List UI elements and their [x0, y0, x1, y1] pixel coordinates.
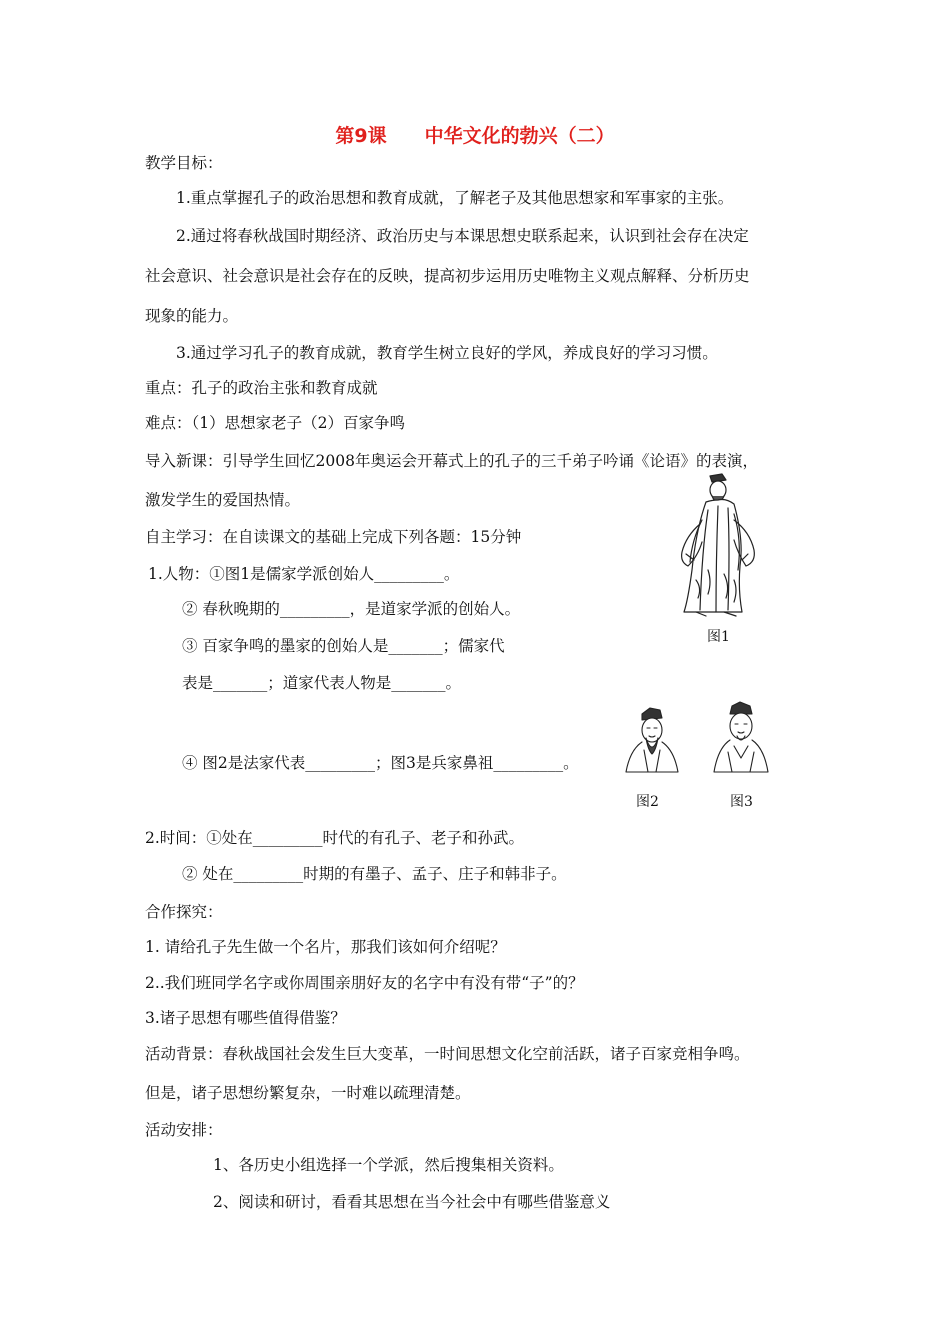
goal-2-line-1: 2.通过将春秋战国时期经济、政治历史与本课思想史联系起来，认识到社会存在决定	[176, 227, 749, 245]
question-1-2: ② 春秋晚期的_________，是道家学派的创始人。	[182, 600, 521, 618]
coop-question-2: 2..我们班同学名字或你周围亲朋好友的名字中有没有带“子”的？	[145, 974, 584, 992]
goal-2-line-3: 现象的能力。	[145, 307, 239, 325]
goal-3: 3.通过学习孔子的教育成就，教育学生树立良好的学风，养成良好的学习习惯。	[176, 344, 718, 362]
goal-1: 1.重点掌握孔子的政治思想和教育成就，了解老子及其他思想家和军事家的主张。	[176, 189, 734, 207]
intro-line-2: 激发学生的爱国热情。	[145, 491, 301, 509]
coop-heading: 合作探究：	[145, 903, 223, 921]
figure-3-caption: 图3	[730, 794, 753, 810]
confucius-portrait-figure	[672, 470, 762, 620]
question-1-3b: 表是_______；道家代表人物是_______。	[182, 674, 462, 692]
figure-1-caption: 图1	[707, 629, 730, 645]
coop-question-3: 3.诸子思想有哪些值得借鉴？	[145, 1009, 346, 1027]
arrangement-2: 2、阅读和研讨，看看其思想在当今社会中有哪些借鉴意义	[213, 1193, 611, 1211]
goal-2-line-2: 社会意识、社会意识是社会存在的反映，提高初步运用历史唯物主义观点解释、分析历史	[145, 267, 750, 285]
difficulty: 难点：（1）思想家老子（2）百家争鸣	[145, 414, 405, 432]
background-line-2: 但是，诸子思想纷繁复杂，一时难以疏理清楚。	[145, 1084, 471, 1102]
key-point: 重点：孔子的政治主张和教育成就	[145, 379, 378, 397]
arrangement-1: 1、各历史小组选择一个学派，然后搜集相关资料。	[213, 1156, 564, 1174]
question-1-3a: ③ 百家争鸣的墨家的创始人是_______；儒家代	[182, 637, 505, 655]
coop-question-1: 1. 请给孔子先生做一个名片，那我们该如何介绍呢？	[145, 938, 506, 956]
question-1-4: ④ 图2是法家代表_________；图3是兵家鼻祖_________。	[182, 754, 579, 772]
lesson-title: 第9课 中华文化的勃兴（二）	[335, 125, 615, 147]
question-2-2: ② 处在_________时期的有墨子、孟子、庄子和韩非子。	[182, 865, 567, 883]
arrangement-heading: 活动安排：	[145, 1121, 223, 1139]
self-study-heading: 自主学习：在自读课文的基础上完成下列各题：15分钟	[145, 528, 522, 546]
goals-heading: 教学目标：	[145, 154, 223, 172]
background-line-1: 活动背景：春秋战国社会发生巨大变革，一时间思想文化空前活跃，诸子百家竞相争鸣。	[145, 1045, 750, 1063]
figure-2-caption: 图2	[636, 794, 659, 810]
question-2-1: 2.时间：①处在_________时代的有孔子、老子和孙武。	[145, 829, 525, 847]
question-1-1: 1.人物：①图1是儒家学派创始人_________。	[148, 565, 460, 583]
intro-line-1: 导入新课：引导学生回忆2008年奥运会开幕式上的孔子的三千弟子吟诵《论语》的表演，	[145, 452, 758, 470]
sun-wu-portrait-figure	[708, 700, 774, 774]
han-feizi-portrait-figure	[622, 706, 682, 776]
